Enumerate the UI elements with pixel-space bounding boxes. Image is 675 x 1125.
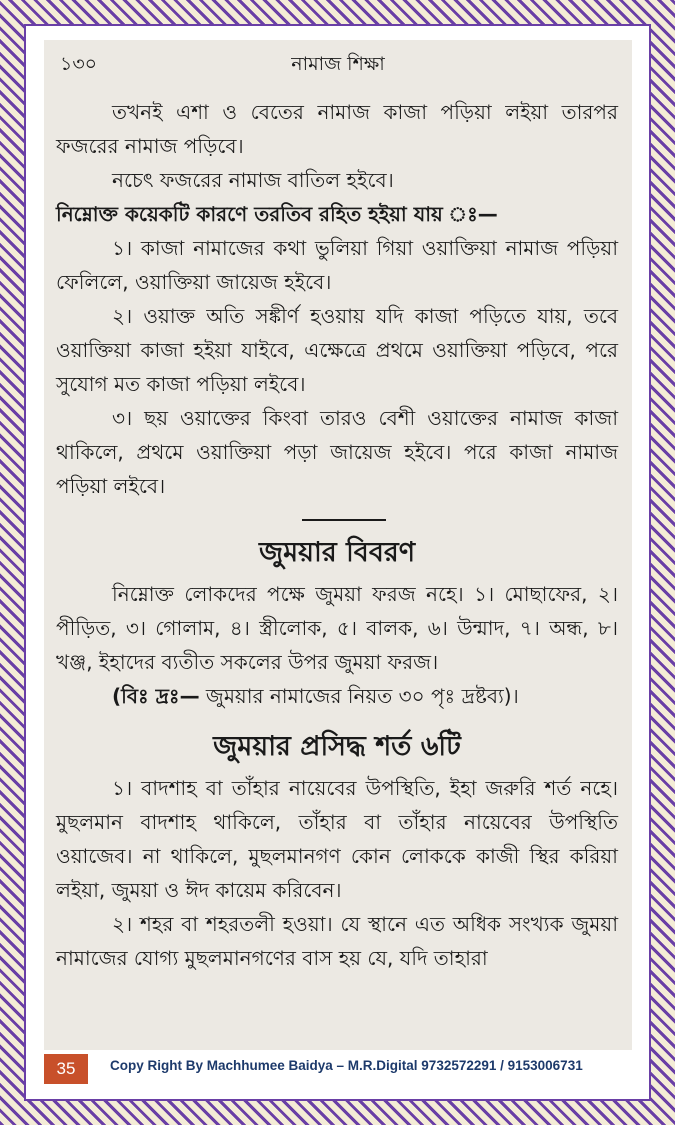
divider xyxy=(302,519,386,521)
note-text: জুময়ার নামাজের নিয়ত ৩০ পৃঃ দ্রষ্টব্য)। xyxy=(199,684,519,708)
note xyxy=(56,679,618,713)
book-page xyxy=(44,40,632,1050)
list-item: ২। শহর বা শহরতলী হওয়া। যে স্থানে এত অধিক সংখ্যক জুময়া নামাজের যোগ্য মুছলমানগণের বাস হয় যে, যদি তাহারা xyxy=(56,912,618,970)
header-page-number: ১৩০ xyxy=(60,53,98,75)
list-item: ১। বাদশাহ বা তাঁহার নায়েবের উপস্থিতি, ইহা জরুরি শর্ত নহে। মুছলমান বাদশাহ থাকিলে, তাঁহার বা তাঁহার নায়েবের উপস্থিতি ওয়াজেব। না থাকিলে, মুছলমানগণ কোন লোককে কাজী স্থির করিয়া লইয়া, জুময়া ও ঈদ কায়েম করিবেন। xyxy=(56,776,618,902)
paragraph: নচেৎ ফজরের নামাজ বাতিল হইবে। xyxy=(112,168,394,192)
header-title: নামাজ শিক্ষা xyxy=(291,53,385,75)
paragraph: তখনই এশা ও বেতের নামাজ কাজা পড়িয়া লইয়া তারপর ফজরের নামাজ পড়িবে। xyxy=(56,100,618,158)
list-item: ২। ওয়াক্ত অতি সঙ্কীর্ণ হওয়ায় যদি কাজা পড়িতে যায়, তবে ওয়াক্তিয়া কাজা হইয়া যাইবে, এক্ষেত্রে প্রথমে ওয়াক্তিয়া পড়িবে, পরে সুযোগ মত কাজা পড়িয়া লইবে। xyxy=(56,304,618,396)
section-title: জুময়ার বিবরণ xyxy=(258,537,416,568)
page-header xyxy=(44,48,632,78)
footer-page-number: 35 xyxy=(44,1054,88,1084)
list-item: ৩। ছয় ওয়াক্তের কিংবা তারও বেশী ওয়াক্তের নামাজ কাজা থাকিলে, প্রথমে ওয়াক্তিয়া পড়া জায়েজ হইবে। পরে কাজা নামাজ পড়িয়া লইবে। xyxy=(56,406,618,498)
paragraph: নিম্নোক্ত লোকদের পক্ষে জুময়া ফরজ নহে। ১। মোছাফের, ২। পীড়িত, ৩। গোলাম, ৪। স্ত্রীলোক, ৫। বালক, ৬। উন্মাদ, ৭। অন্ধ, ৮। খঞ্জ, ইহাদের ব্যতীত সকলের উপর জুময়া ফরজ। xyxy=(56,582,618,674)
section-title: জুময়ার প্রসিদ্ধ শর্ত ৬টি xyxy=(213,731,461,762)
copyright-text: Copy Right By Machhumee Baidya – M.R.Digital 9732572291 / 9153006731 xyxy=(110,1058,583,1073)
note-label: (বিঃ দ্রঃ— xyxy=(112,684,200,708)
footer xyxy=(44,1054,632,1084)
subheading: নিম্নোক্ত কয়েকটি কারণে তরতিব রহিত হইয়া যায় ঃ— xyxy=(56,202,498,226)
list-item: ১। কাজা নামাজের কথা ভুলিয়া গিয়া ওয়াক্তিয়া নামাজ পড়িয়া ফেলিলে, ওয়াক্তিয়া জায়েজ হইবে। xyxy=(56,236,618,294)
page-content xyxy=(56,95,618,975)
